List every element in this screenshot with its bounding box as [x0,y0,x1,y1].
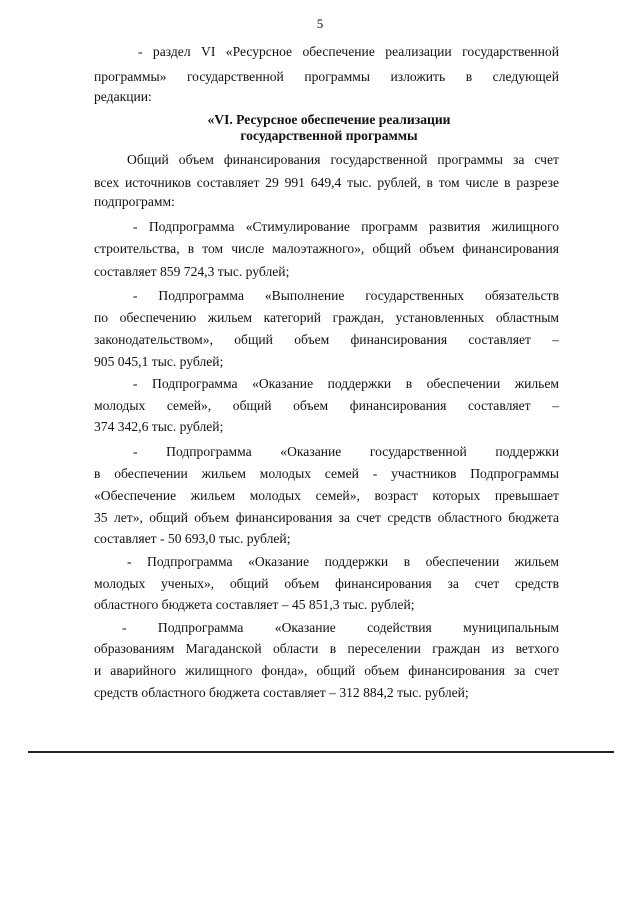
text-line: Общий объем финансирования государственной программы за счет [127,152,559,167]
section-heading: государственной программы [240,128,418,143]
text-line: молодых семей», общий объем финансирования составляет – [94,398,559,413]
text-line: - Подпрограмма «Стимулирование программ развития жилищного [133,219,559,234]
section-heading: «VI. Ресурсное обеспечение реализации [207,112,451,127]
text-line: средств областного бюджета составляет – 312 884,2 тыс. рублей; [94,685,469,700]
text-line: в обеспечении жильем молодых семей - участников Подпрограммы [94,466,559,481]
text-line: 374 342,6 тыс. рублей; [94,419,224,434]
text-line: - Подпрограмма «Оказание содействия муниципальным [122,620,559,635]
text-line: - Подпрограмма «Оказание поддержки в обеспечении жильем [127,554,559,569]
text-line: строительства, в том числе малоэтажного», общий объем финансирования [94,241,559,256]
text-line: областного бюджета составляет – 45 851,3 тыс. рублей; [94,597,415,612]
text-line: по обеспечению жильем категорий граждан, установленных областным [94,310,559,325]
text-line: 35 лет», общий объем финансирования за счет средств областного бюджета [94,510,559,525]
text-line: составляет - 50 693,0 тыс. рублей; [94,531,291,546]
text-line: - Подпрограмма «Оказание государственной поддержки [133,444,559,459]
text-line: и аварийного жилищного фонда», общий объем финансирования за счет [94,663,559,678]
text-line: всех источников составляет 29 991 649,4 тыс. рублей, в том числе в разрезе [94,175,559,190]
text-line: программы» государственной программы изложить в следующей [94,69,559,84]
text-line: - Подпрограмма «Оказание поддержки в обеспечении жильем [133,376,559,391]
text-line: молодых ученых», общий объем финансирования за счет средств [94,576,559,591]
text-line: законодательством», общий объем финансирования составляет – [94,332,559,347]
text-line: подпрограмм: [94,194,175,209]
text-line: образованиям Магаданской области в переселении граждан из ветхого [94,641,559,656]
text-line: - раздел VI «Ресурсное обеспечение реализации государственной [138,44,559,59]
text-line: 905 045,1 тыс. рублей; [94,354,224,369]
text-line: - Подпрограмма «Выполнение государственных обязательств [133,288,559,303]
page-number: 5 [316,16,324,31]
divider-line [28,751,614,753]
text-line: «Обеспечение жильем молодых семей», возраст которых превышает [94,488,559,503]
text-line: редакции: [94,89,152,104]
text-line: составляет 859 724,3 тыс. рублей; [94,264,290,279]
